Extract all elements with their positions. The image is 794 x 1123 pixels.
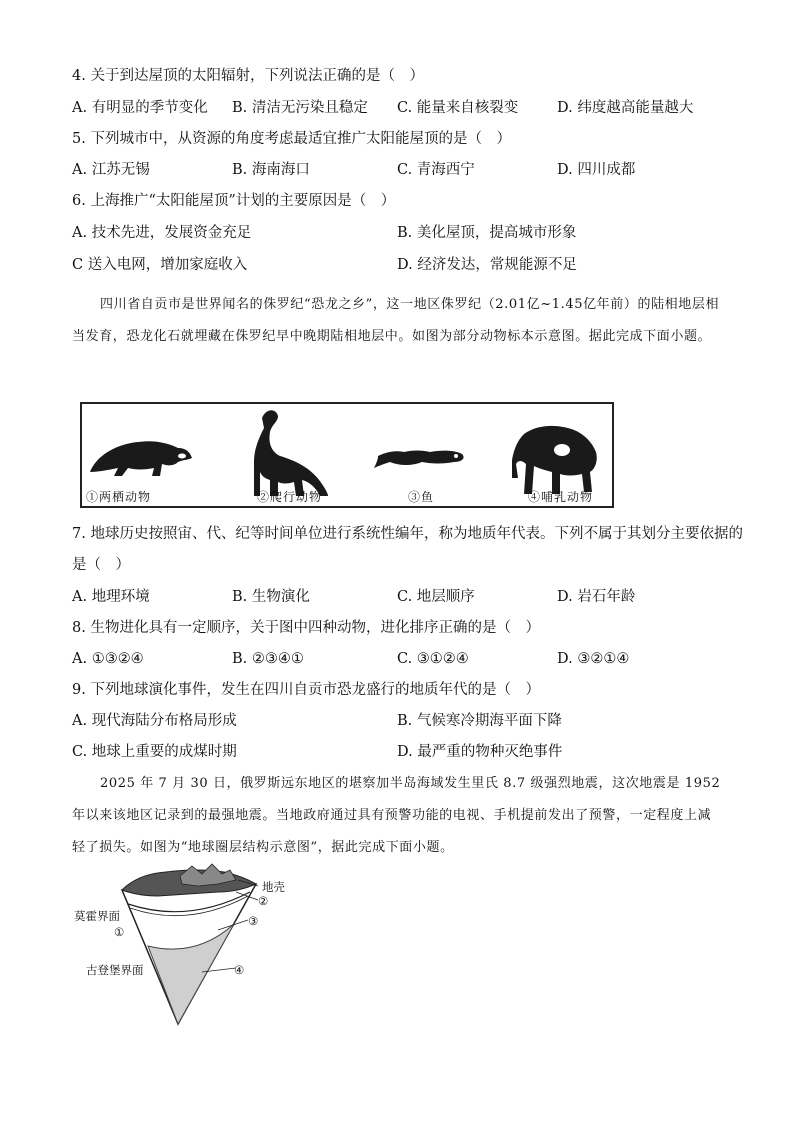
q7-option-d: D. 岩石年龄 bbox=[557, 589, 636, 605]
caption-mammal: ④哺乳动物 bbox=[528, 490, 594, 504]
q4-option-a: A. 有明显的季节变化 bbox=[72, 100, 208, 116]
passage-earthquake-text: 2025 年 7 月 30 日，俄罗斯远东地区的堪察加半岛海域发生里氏 8.7 级强烈地震，这次地震是 1952 年以来该地区记录到的最强地震。当地政府通过具有预警功能的电视、手机提前发出了预警，一定程度上减轻了损失。如图为“地球圈层结构示意图”，据此完成下面小题。 bbox=[72, 776, 721, 855]
q8-option-b: B. ②③④① bbox=[232, 651, 304, 667]
q4-option-c: C. 能量来自核裂变 bbox=[397, 100, 519, 116]
fish-icon bbox=[374, 451, 464, 469]
q9-option-d: D. 最严重的物种灭绝事件 bbox=[397, 744, 563, 760]
q7-option-a: A. 地理环境 bbox=[72, 589, 150, 605]
q4-option-b: B. 清洁无污染且稳定 bbox=[232, 100, 368, 116]
q6-option-b: B. 美化屋顶，提高城市形象 bbox=[397, 225, 577, 241]
q9-option-c: C. 地球上重要的成煤时期 bbox=[72, 744, 237, 760]
q8-option-c: C. ③①②④ bbox=[397, 651, 469, 667]
question-9-stem: 9. 下列地球演化事件，发生在四川自贡市恐龙盛行的地质年代的是（ ） bbox=[72, 682, 540, 698]
q5-option-d: D. 四川成都 bbox=[557, 162, 636, 178]
q7-option-c: C. 地层顺序 bbox=[397, 589, 475, 605]
label-1: ① bbox=[114, 925, 125, 939]
caption-amphibian: ①两栖动物 bbox=[86, 490, 152, 504]
q4-option-d: D. 纬度越高能量越大 bbox=[557, 100, 694, 116]
q5-option-c: C. 青海西宁 bbox=[397, 162, 475, 178]
question-7-stem-line2: 是（ ） bbox=[72, 557, 130, 573]
animal-specimen-figure bbox=[80, 402, 614, 508]
mammal-icon bbox=[512, 426, 597, 494]
earth-layer-diagram bbox=[118, 862, 258, 1028]
caption-reptile: ②爬行动物 bbox=[257, 490, 323, 504]
question-6-stem: 6. 上海推广“太阳能屋顶”计划的主要原因是（ ） bbox=[72, 193, 396, 209]
caption-fish: ③鱼 bbox=[408, 490, 435, 504]
question-7-stem-line1: 7. 地球历史按照宙、代、纪等时间单位进行系统性编年，称为地质年代表。下列不属于其划分主要依据的 bbox=[72, 526, 743, 542]
q8-option-d: D. ③②①④ bbox=[557, 651, 630, 667]
question-4-stem: 4. 关于到达屋顶的太阳辐射，下列说法正确的是（ ） bbox=[72, 68, 424, 84]
q6-option-a: A. 技术先进，发展资金充足 bbox=[72, 225, 252, 241]
passage-dinosaur-text: 四川省自贡市是世界闻名的侏罗纪“恐龙之乡”，这一地区侏罗纪（2.01亿~1.45亿年前）的陆相地层相当发育，恐龙化石就埋藏在侏罗纪早中晚期陆相地层中。如图为部分动物标本示意图。据此完成下面小题。 bbox=[72, 297, 720, 344]
label-gutenberg: 古登堡界面 bbox=[86, 963, 144, 977]
amphibian-icon bbox=[90, 441, 192, 476]
label-moho: 莫霍界面 bbox=[74, 909, 120, 923]
label-4: ④ bbox=[234, 963, 245, 977]
passage-dinosaur bbox=[72, 289, 722, 353]
label-crust: 地壳 bbox=[262, 880, 285, 894]
q9-option-a: A. 现代海陆分布格局形成 bbox=[72, 713, 237, 729]
label-3: ③ bbox=[248, 914, 259, 928]
q7-option-b: B. 生物演化 bbox=[232, 589, 310, 605]
q5-option-a: A. 江苏无锡 bbox=[72, 162, 150, 178]
question-8-stem: 8. 生物进化具有一定顺序，关于图中四种动物，进化排序正确的是（ ） bbox=[72, 620, 540, 636]
q6-option-d: D. 经济发达，常规能源不足 bbox=[397, 257, 577, 273]
q6-option-c: C 送入电网，增加家庭收入 bbox=[72, 257, 248, 273]
q9-option-b: B. 气候寒冷期海平面下降 bbox=[397, 713, 562, 729]
label-2: ② bbox=[258, 894, 269, 908]
question-5-stem: 5. 下列城市中，从资源的角度考虑最适宜推广太阳能屋顶的是（ ） bbox=[72, 131, 511, 147]
passage-earthquake bbox=[72, 768, 722, 864]
reptile-icon bbox=[254, 410, 328, 496]
q5-option-b: B. 海南海口 bbox=[232, 162, 310, 178]
q8-option-a: A. ①③②④ bbox=[72, 651, 144, 667]
